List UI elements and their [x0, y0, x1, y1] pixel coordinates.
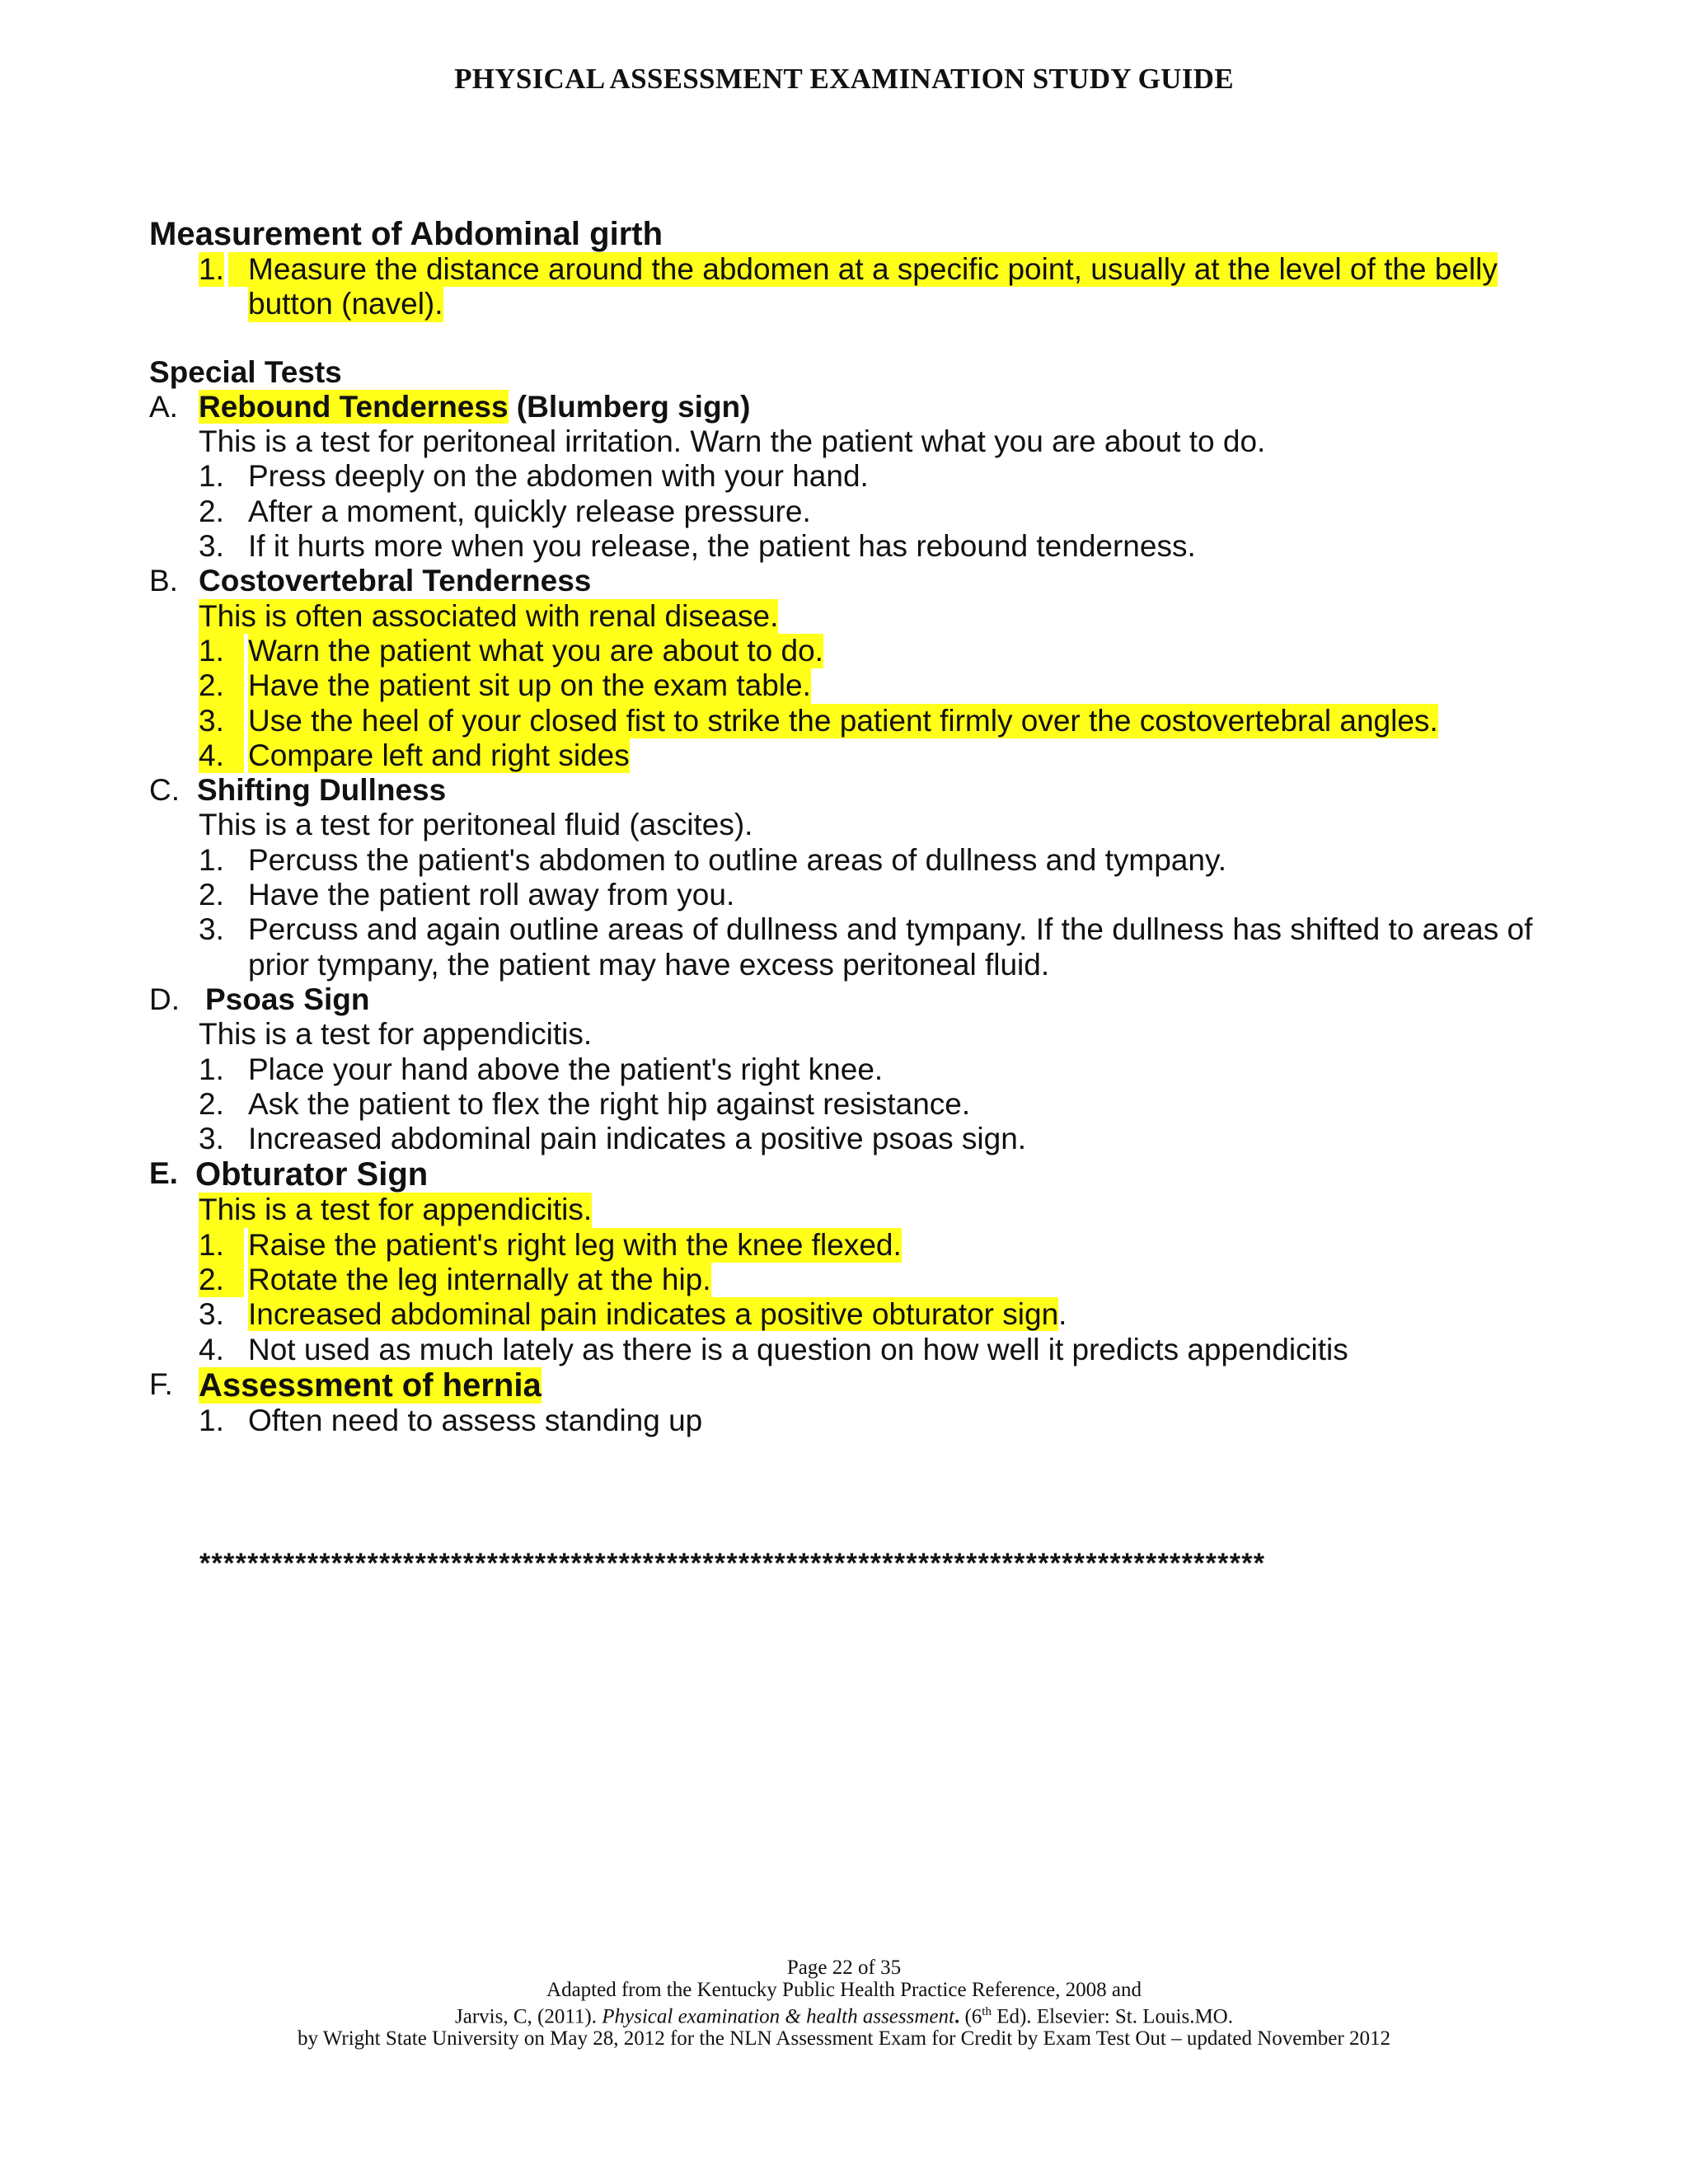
section-d-heading — [149, 982, 1550, 1017]
list-item: 1. Press deeply on the abdomen with your hand. — [199, 459, 869, 494]
footer-line: Adapted from the Kentucky Public Health Practice Reference, 2008 and — [546, 1979, 1142, 2001]
list-number: 1. — [199, 252, 224, 286]
list-item: 2. Have the patient roll away from you. — [199, 878, 735, 912]
list-item: 1. Often need to assess standing up — [199, 1403, 703, 1437]
list-item: 3. Use the heel of your closed fist to strike the patient firmly over the costovertebral angles. — [199, 703, 1438, 738]
list-text: Measure the distance around the abdomen at a specific point, usually at the level of the belly — [248, 252, 1498, 286]
list-item: 4. Compare left and right sides — [199, 738, 630, 772]
section-title: Assessment of hernia — [199, 1366, 542, 1404]
list-item: 2. Rotate the leg internally at the hip. — [199, 1263, 711, 1297]
page-title: PHYSICAL ASSESSMENT EXAMINATION STUDY GUIDE — [454, 63, 1234, 95]
highlight-gap — [228, 252, 248, 287]
section-title: Obturator Sign — [195, 1156, 429, 1193]
page-number: Page 22 of 35 — [786, 1957, 902, 1979]
section-intro: This is a test for peritoneal irritation. Warn the patient what you are about to do. — [199, 424, 1266, 459]
section-title: Shifting Dullness — [197, 773, 447, 808]
girth-heading-row — [149, 216, 1550, 252]
section-label: B. — [149, 564, 178, 598]
page-footer — [0, 1957, 1688, 2050]
special-tests-heading: Special Tests — [149, 354, 342, 389]
section-e-heading — [149, 1156, 1550, 1193]
special-tests-heading-row — [149, 355, 1550, 390]
list-item: 3. If it hurts more when you release, the patient has rebound tenderness. — [199, 529, 1196, 564]
list-item: 4. Not used as much lately as there is a question on how well it predicts appendicitis — [199, 1332, 1348, 1366]
section-title: Costovertebral Tenderness — [199, 564, 592, 598]
list-item: 1. Percuss the patient's abdomen to outline areas of dullness and tympany. — [199, 842, 1226, 877]
footer-line: by Wright State University on May 28, 2012 for the NLN Assessment Exam for Credit by Exam Test Out – updated November 2012 — [298, 2027, 1390, 2050]
section-f-heading — [149, 1367, 1550, 1404]
list-item: 1. Raise the patient's right leg with the knee flexed. — [199, 1227, 902, 1262]
section-label: E. — [149, 1156, 178, 1191]
list-item: 2. Have the patient sit up on the exam table. — [199, 668, 811, 703]
list-item: 1. Place your hand above the patient's right knee. — [199, 1052, 884, 1086]
list-item: 2. After a moment, quickly release pressure. — [199, 494, 811, 528]
section-label: D. — [149, 982, 180, 1016]
section-intro: This is often associated with renal disease. — [199, 598, 779, 633]
list-text: button (navel). — [248, 287, 443, 321]
section-label: C. — [149, 773, 180, 808]
section-a-heading — [149, 390, 1550, 424]
list-item: 3. Increased abdominal pain indicates a positive obturator sign. — [199, 1297, 1067, 1332]
girth-heading: Measurement of Abdominal girth — [149, 216, 663, 252]
section-intro: This is a test for appendicitis. — [199, 1017, 593, 1052]
section-title: Rebound Tenderness (Blumberg sign) — [199, 389, 751, 424]
section-title: Psoas Sign — [205, 982, 370, 1016]
section-label: A. — [149, 389, 178, 424]
section-intro: This is a test for peritoneal fluid (ascites). — [199, 808, 753, 842]
list-item-cont: prior tympany, the patient may have excess peritoneal fluid. — [248, 947, 1050, 982]
section-c-heading — [149, 773, 1550, 808]
list-item: 3. Increased abdominal pain indicates a positive psoas sign. — [199, 1122, 1027, 1156]
separator-stars: ***************************************************************************************** — [199, 1548, 1266, 1579]
section-b-heading — [149, 564, 1550, 598]
list-item: 1. Warn the patient what you are about to do. — [199, 633, 823, 668]
girth-item-row-cont — [149, 287, 1550, 321]
section-intro: This is a test for appendicitis. — [199, 1193, 593, 1227]
list-item: 3. Percuss and again outline areas of dullness and tympany. If the dullness has shifted to areas of — [199, 912, 1533, 947]
footer-citation: Jarvis, C, (2011). Physical examination & health assessment. (6th Ed). Elsevier: St. Louis.MO. — [455, 2005, 1233, 2028]
section-label: F. — [149, 1366, 173, 1401]
list-item: 2. Ask the patient to flex the right hip against resistance. — [199, 1086, 971, 1121]
page-content — [149, 216, 1550, 1438]
girth-item-row — [149, 252, 1550, 287]
